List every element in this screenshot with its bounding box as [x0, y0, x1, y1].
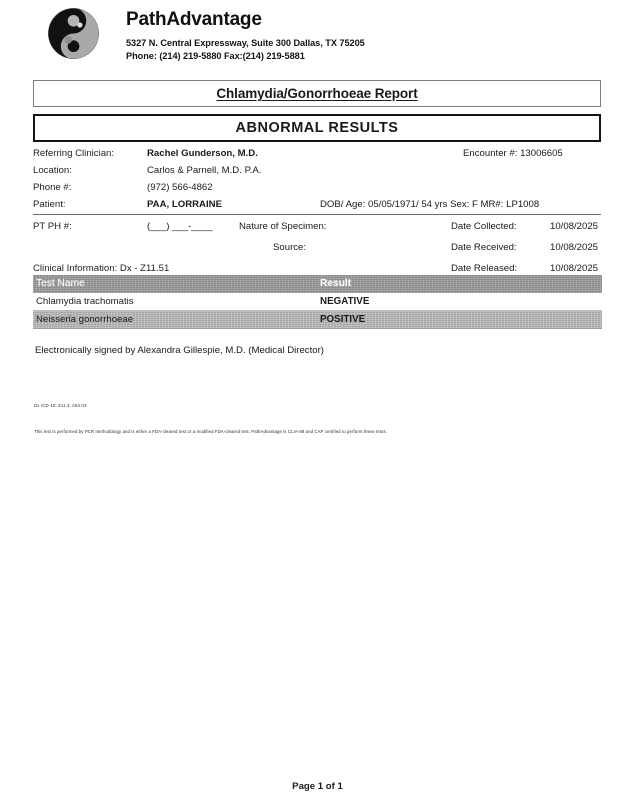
date-collected-value: 10/08/2025	[550, 221, 599, 232]
date-received-label: Date Received:	[451, 242, 517, 253]
patient-demographics	[33, 148, 601, 283]
column-header-test-name: Test Name	[36, 278, 85, 289]
organization-address: 5327 N. Central Expressway, Suite 300 Dallas, TX 75205	[126, 37, 365, 48]
results-table-header-row	[33, 275, 602, 293]
clinical-information: Clinical Information: Dx - Z11.51	[33, 263, 170, 274]
encounter-number: Encounter #: 13006605	[463, 148, 563, 159]
date-received-value: 10/08/2025	[550, 242, 599, 253]
table-row	[33, 293, 602, 311]
pt-phone-label: PT PH #:	[33, 221, 72, 232]
demo-row-source	[33, 242, 601, 263]
status-banner-text: ABNORMAL RESULTS	[235, 120, 399, 136]
phone-value: (972) 566-4862	[147, 182, 213, 193]
demographics-divider	[33, 214, 601, 215]
letterhead	[0, 0, 635, 72]
phone-label: Phone #:	[33, 182, 72, 193]
demo-row-pt-phone-specimen	[33, 221, 601, 242]
yin-yang-logo-icon	[47, 7, 100, 60]
demo-row-patient	[33, 199, 601, 221]
organization-block	[126, 10, 365, 62]
demo-row-location	[33, 165, 601, 182]
demo-row-referring-clinician	[33, 148, 601, 165]
results-table	[33, 275, 602, 329]
nature-of-specimen-label: Nature of Specimen:	[239, 221, 327, 232]
report-title: Chlamydia/Gonorrhoeae Report	[216, 86, 418, 101]
organization-phone-fax: Phone: (214) 219-5880 Fax:(214) 219-5881	[126, 50, 305, 61]
page-number: Page 1 of 1	[292, 781, 343, 792]
result-cell: NEGATIVE	[320, 296, 370, 307]
test-name-cell: Chlamydia trachomatis	[36, 296, 134, 307]
result-cell: POSITIVE	[320, 314, 366, 325]
patient-dob-age-sex-mr: DOB/ Age: 05/05/1971/ 54 yrs Sex: F MR#: LP1008	[320, 199, 540, 210]
patient-name: PAA, LORRAINE	[147, 199, 222, 210]
source-label: Source:	[273, 242, 307, 253]
demo-row-phone	[33, 182, 601, 199]
table-row	[33, 311, 602, 329]
patient-label: Patient:	[33, 199, 66, 210]
column-header-result: Result	[320, 278, 352, 289]
abnormal-results-banner	[33, 114, 601, 142]
methodology-disclaimer: This test is performed by PCR methodology and is either a FDA-cleared test or a modified FDA-cleared test. PathAdvantage is CLIA-88 and CAP certified to perform these tests.	[34, 429, 388, 434]
date-released-label: Date Released:	[451, 263, 518, 274]
pt-phone-value: (___) ___-____	[147, 221, 213, 232]
organization-name: PathAdvantage	[126, 9, 262, 30]
date-released-value: 10/08/2025	[550, 263, 599, 274]
electronic-signature: Electronically signed by Alexandra Gillespie, M.D. (Medical Director)	[35, 345, 324, 356]
referring-clinician-label: Referring Clinician:	[33, 148, 115, 159]
referring-clinician-value: Rachel Gunderson, M.D.	[147, 148, 258, 159]
location-label: Location:	[33, 165, 72, 176]
date-collected-label: Date Collected:	[451, 221, 517, 232]
report-title-box	[33, 80, 601, 107]
test-name-cell: Neisseria gonorrhoeae	[36, 314, 134, 325]
icd-code-footnote: Dx ICD-10: Z11.3, A54.03	[34, 403, 87, 408]
location-value: Carlos & Parnell, M.D. P.A.	[147, 165, 262, 176]
